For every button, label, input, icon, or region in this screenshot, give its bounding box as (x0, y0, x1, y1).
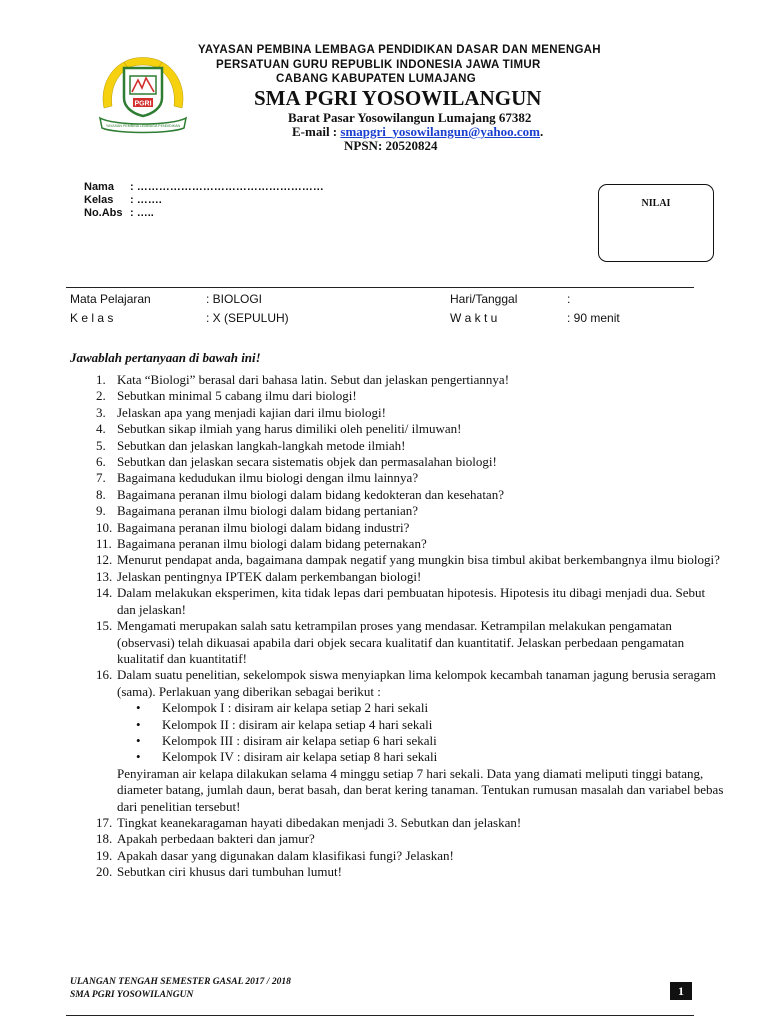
question-19: 19. Apakah dasar yang digunakan dalam klasifikasi fungi? Jelaskan! (96, 847, 454, 863)
bullet-icon: • (136, 749, 141, 765)
waktu-label: W a k t u (450, 311, 498, 325)
waktu-value: : 90 menit (567, 311, 620, 325)
question-18: 18. Apakah perbedaan bakteri dan jamur? (96, 831, 315, 847)
hari-label: Hari/Tanggal (450, 292, 518, 306)
npsn: NPSN: 20520824 (344, 138, 438, 153)
school-name: SMA PGRI YOSOWILANGUN (254, 86, 542, 110)
field-nama[interactable] (84, 181, 324, 193)
email-label: E-mail : (292, 124, 338, 139)
pgri-logo (94, 52, 192, 136)
question-8: 8. Bagaimana peranan ilmu biologi dalam bidang kedokteran dan kesehatan? (96, 486, 504, 502)
nilai-box[interactable] (598, 184, 714, 262)
question-12: 12. Menurut pendapat anda, bagaimana dampak negatif yang mungkin bisa timbul akibat berkembangnya ilmu biologi? (96, 552, 720, 568)
question-5: 5. Sebutkan dan jelaskan langkah-langkah metode ilmiah! (96, 437, 406, 453)
noabs-label: No.Abs (84, 207, 123, 219)
question-2: 2. Sebutkan minimal 5 cabang ilmu dari biologi! (96, 388, 357, 404)
question-3: 3. Jelaskan apa yang menjadi kajian dari ilmu biologi! (96, 404, 386, 420)
svg-text:YAYASAN PEMBINA LEMBAGA PENDID: YAYASAN PEMBINA LEMBAGA PENDIDIKAN (105, 124, 181, 128)
list-item: • Kelompok I : disiram air kelapa setiap 2 hari sekali (136, 700, 429, 716)
kelas-value: : ……. (130, 194, 162, 206)
header-line-1: YAYASAN PEMBINA LEMBAGA PENDIDIKAN DASAR DAN MENENGAH (198, 44, 601, 56)
hari-value: : (567, 292, 571, 306)
logo-text: PGRI (134, 100, 152, 108)
bullet-icon: • (136, 700, 141, 716)
page-number: 1 (670, 982, 692, 1000)
question-20: 20. Sebutkan ciri khusus dari tumbuhan lumut! (96, 864, 342, 880)
kelas-label: Kelas (84, 194, 114, 206)
question-9: 9. Bagaimana peranan ilmu biologi dalam bidang pertanian? (96, 503, 419, 519)
nama-label: Nama (84, 181, 114, 193)
footer-exam-title: ULANGAN TENGAH SEMESTER GASAL 2017 / 2018 (70, 977, 291, 987)
header-line-2: PERSATUAN GURU REPUBLIK INDONESIA JAWA TIMUR (216, 59, 541, 71)
mapel-value: : BIOLOGI (206, 292, 263, 306)
question-1: 1. Kata “Biologi” berasal dari bahasa latin. Sebut dan jelaskan pengertiannya! (96, 372, 510, 387)
email-link[interactable]: smapgri_yosowilangun@yahoo.com (340, 124, 540, 139)
nilai-label: NILAI (641, 198, 671, 209)
instruction: Jawablah pertanyaan di bawah ini! (70, 350, 261, 365)
question-6: 6. Sebutkan dan jelaskan secara sistematis objek dan permasalahan biologi! (96, 454, 497, 470)
kelas-subject-value: : X (SEPULUH) (206, 311, 289, 325)
question-list (96, 372, 726, 881)
kelas-subject-label: K e l a s (70, 311, 114, 325)
noabs-value: : ….. (130, 207, 154, 219)
list-item: • Kelompok III : disiram air kelapa setiap 6 hari sekali (136, 732, 437, 748)
footer-school: SMA PGRI YOSOWILANGUN (70, 990, 194, 1000)
question-16: 16. Dalam suatu penelitian, sekelompok siswa menyiapkan lima kelompok kecambah tanaman jagung berusia seragam (sama). Perlakuan yang diberikan sebagai berikut : (96, 667, 716, 699)
mapel-label: Mata Pelajaran (70, 292, 151, 306)
nama-value: : …………………………………………… (130, 181, 324, 193)
divider-line (66, 287, 694, 288)
question-15: 15. Mengamati merupakan salah satu ketrampilan proses yang mendasar. Ketrampilan melakukan pengamatan (observasi) telah dikuasai apabila dari objek secara kualitatif dan kuantitatif. Jelaskan perbedaan pengamatan kualitatif dan kuantitatif! (96, 618, 685, 666)
question-11: 11. Bagaimana peranan ilmu biologi dalam bidang peternakan? (96, 536, 427, 552)
list-item: • Kelompok II : disiram air kelapa setiap 4 hari sekali (136, 716, 433, 732)
question-17: 17. Tingkat keanekaragaman hayati dibedakan menjadi 3. Sebutkan dan jelaskan! (96, 814, 522, 830)
school-email-row: E-mail : smapgri_yosowilangun@yahoo.com. (292, 124, 544, 139)
bullet-icon: • (136, 716, 141, 732)
question-4: 4. Sebutkan sikap ilmiah yang harus dimiliki oleh peneliti/ ilmuwan! (96, 421, 462, 437)
school-address: Barat Pasar Yosowilangun Lumajang 67382 (288, 110, 532, 125)
field-kelas[interactable] (84, 194, 162, 206)
field-noabs[interactable] (84, 207, 154, 219)
list-item: • Kelompok IV : disiram air kelapa setiap 8 hari sekali (136, 749, 438, 765)
bullet-icon: • (136, 732, 141, 748)
question-7: 7. Bagaimana kedudukan ilmu biologi dengan ilmu lainnya? (96, 470, 419, 486)
footer-line (66, 1015, 694, 1016)
header-line-3: CABANG KABUPATEN LUMAJANG (276, 73, 477, 85)
question-14: 14. Dalam melakukan eksperimen, kita tidak lepas dari pembuatan hipotesis. Hipotesis itu dibagi menjadi dua. Sebut dan jelaskan! (96, 585, 706, 617)
question-10: 10. Bagaimana peranan ilmu biologi dalam bidang industri? (96, 519, 410, 535)
question-13: 13. Jelaskan pentingnya IPTEK dalam perkembangan biologi! (96, 568, 422, 584)
question-16-extra: Penyiraman air kelapa dilakukan selama 4 minggu setiap 7 hari sekali. Data yang diamati meliputi tinggi batang, diameter batang, jumlah daun, berat basah, dan berat kering tanaman. Tentukan rumusan masalah dan variabel bebas dari penelitian tersebut! (117, 765, 724, 814)
